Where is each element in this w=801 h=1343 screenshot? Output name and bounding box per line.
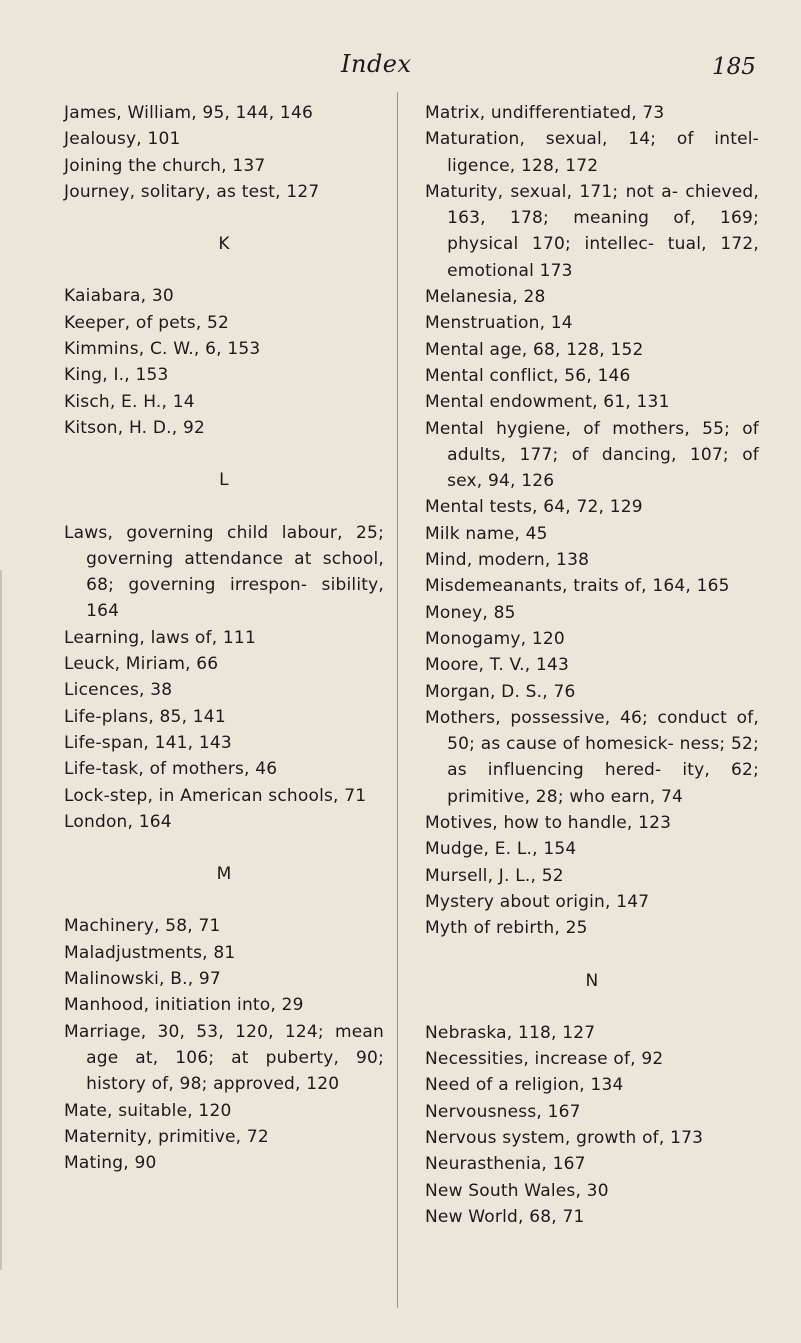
section-letter-k: K <box>218 234 230 255</box>
left-column <box>64 100 384 1176</box>
index-entry: Kisch, E. H., 14 <box>64 391 195 412</box>
index-entry: Mursell, J. L., 52 <box>425 865 564 886</box>
index-entry: Matrix, undifferentiated, 73 <box>425 103 665 123</box>
column-divider <box>397 92 398 1308</box>
index-entry: Life-span, 141, 143 <box>64 732 232 753</box>
index-entry: Nervousness, 167 <box>425 1101 581 1122</box>
index-entry: Melanesia, 28 <box>425 287 546 308</box>
index-entry: Kimmins, C. W., 6, 153 <box>64 339 261 360</box>
index-entry: Nervous system, growth of, 173 <box>425 1127 704 1148</box>
index-entry: Motives, how to handle, 123 <box>425 813 672 834</box>
index-entry: New South Wales, 30 <box>425 1180 609 1201</box>
index-entry: Money, 85 <box>425 602 516 623</box>
index-entry: Mental tests, 64, 72, 129 <box>425 497 643 518</box>
index-entry: Life-task, of mothers, 46 <box>64 759 278 780</box>
index-entry: Lock-step, in American schools, 71 <box>64 785 367 806</box>
index-entry: Jealousy, 101 <box>64 129 181 150</box>
index-entry: Moore, T. V., 143 <box>425 655 570 676</box>
index-entry: Journey, solitary, as test, 127 <box>64 181 320 202</box>
index-entry: Life-plans, 85, 141 <box>64 706 226 727</box>
section-k <box>64 283 384 441</box>
index-entry: Kaiabara, 30 <box>64 286 174 307</box>
index-entry: Milk name, 45 <box>425 523 548 544</box>
section-letter-m: M <box>216 864 232 885</box>
section-m <box>64 913 384 1176</box>
index-entry: Maturity, sexual, 171; not a- chieved, 163, 178; meaning of, 169; physical 170; intellec- tual, 172, emotional 173 <box>425 181 759 281</box>
index-entry: Mental hygiene, of mothers, 55; of adults, 177; of dancing, 107; of sex, 94, 126 <box>425 418 759 492</box>
index-entry: Laws, governing child labour, 25; governing attendance at school, 68; governing irrespon- sibility, 164 <box>64 522 384 622</box>
index-entry: Maternity, primitive, 72 <box>64 1126 269 1147</box>
index-entry: Menstruation, 14 <box>425 313 573 334</box>
index-entry: Joining the church, 137 <box>64 155 266 176</box>
index-entry: Need of a religion, 134 <box>425 1075 624 1096</box>
section-j <box>64 100 384 205</box>
index-entry: Necessities, increase of, 92 <box>425 1049 664 1070</box>
index-entry: Mating, 90 <box>64 1153 157 1174</box>
section-m-continued <box>425 100 759 942</box>
index-entry: Mothers, possessive, 46; conduct of, 50; as cause of homesick- ness; 52; as influencing hered- ity, 62; primitive, 28; who earn, 74 <box>425 707 759 807</box>
index-entry: Malinowski, B., 97 <box>64 969 221 990</box>
index-entry: Mental age, 68, 128, 152 <box>425 339 644 360</box>
index-entry: Machinery, 58, 71 <box>64 916 221 937</box>
page-number: 185 <box>712 54 756 80</box>
page-title: Index <box>341 50 412 78</box>
index-entry: James, William, 95, 144, 146 <box>64 103 313 123</box>
index-entry: Leuck, Miriam, 66 <box>64 654 219 675</box>
index-entry: Maturation, sexual, 14; of intel- ligence, 128, 172 <box>425 129 759 176</box>
index-entry: Licences, 38 <box>64 680 173 701</box>
index-entry: Misdemeanants, traits of, 164, 165 <box>425 576 730 597</box>
index-entry: Mental conflict, 56, 146 <box>425 365 631 386</box>
index-entry: Morgan, D. S., 76 <box>425 681 576 702</box>
index-entry: Myth of rebirth, 25 <box>425 918 588 939</box>
index-entry: Monogamy, 120 <box>425 628 565 649</box>
index-entry: Mind, modern, 138 <box>425 550 590 571</box>
index-entry: Manhood, initiation into, 29 <box>64 995 304 1016</box>
index-entry: Maladjustments, 81 <box>64 942 236 963</box>
index-entry: Mate, suitable, 120 <box>64 1100 232 1121</box>
index-entry: Mudge, E. L., 154 <box>425 839 577 860</box>
index-entry: Mental endowment, 61, 131 <box>425 392 670 413</box>
right-column <box>425 100 759 1230</box>
index-entry: Nebraska, 118, 127 <box>425 1022 596 1043</box>
index-entry: Mystery about origin, 147 <box>425 891 650 912</box>
section-l <box>64 520 384 836</box>
index-entry: King, I., 153 <box>64 365 169 386</box>
index-entry: London, 164 <box>64 811 172 832</box>
index-entry: Keeper, of pets, 52 <box>64 312 230 333</box>
index-entry: Learning, laws of, 111 <box>64 627 256 648</box>
section-letter-n: N <box>585 970 599 991</box>
section-n <box>425 1020 759 1230</box>
index-entry: New World, 68, 71 <box>425 1206 585 1227</box>
section-letter-l: L <box>219 470 229 491</box>
index-entry: Neurasthenia, 167 <box>425 1154 586 1175</box>
running-head <box>0 50 801 90</box>
page-edge-shadow <box>0 570 2 1270</box>
index-entry: Marriage, 30, 53, 120, 124; mean age at, 106; at puberty, 90; history of, 98; approved, 120 <box>64 1021 384 1095</box>
index-entry: Kitson, H. D., 92 <box>64 417 206 438</box>
